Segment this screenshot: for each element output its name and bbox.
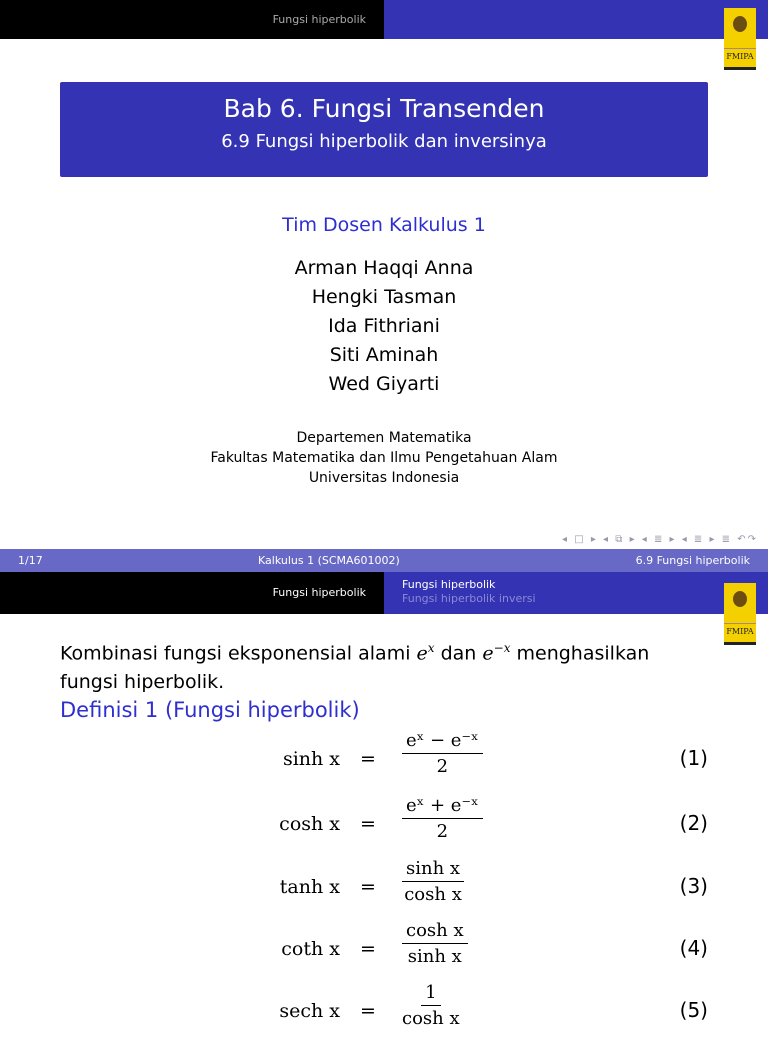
text: menghasilkan (510, 642, 650, 665)
authors (0, 254, 768, 399)
fraction (402, 858, 464, 905)
institute-line: Fakultas Matematika dan Ilmu Pengetahuan Alam (210, 450, 558, 466)
numerator: eˣ − e⁻ˣ (402, 730, 483, 754)
fraction (402, 795, 483, 842)
equation-4 (0, 918, 768, 978)
author: Wed Giyarti (328, 373, 440, 395)
math: e (482, 642, 494, 665)
numerator: 1 (421, 982, 440, 1006)
equals-sign: = (360, 938, 376, 960)
equation-lhs: coth x (281, 938, 340, 960)
math: e (416, 642, 428, 665)
denominator: 2 (436, 821, 449, 842)
math: x (427, 641, 435, 655)
ui-fmipa-logo: FMIPA (724, 8, 756, 70)
equals-sign: = (360, 876, 376, 898)
institute-line: Departemen Matematika (296, 430, 472, 446)
beamer-navigation-icons[interactable]: ◂ □ ▸ ◂ ⧉ ▸ ◂ ≣ ▸ ◂ ≣ ▸ ≣ ↶↷ (562, 534, 758, 545)
course-title: Kalkulus 1 (SCMA601002) (258, 554, 400, 567)
denominator: cosh x (404, 884, 462, 905)
denominator: 2 (436, 756, 449, 777)
title-box (60, 82, 708, 177)
subsection-link[interactable]: Fungsi hiperbolik (402, 578, 496, 591)
equation-1 (0, 728, 768, 788)
equation-number: (4) (679, 936, 708, 960)
institute-line: Universitas Indonesia (308, 470, 460, 486)
equals-sign: = (360, 748, 376, 770)
equation-number: (5) (679, 998, 708, 1022)
slide-subtitle: 6.9 Fungsi hiperbolik dan inversinya (221, 131, 547, 152)
equation-2 (0, 793, 768, 853)
equation-lhs: tanh x (279, 876, 340, 898)
equation-lhs: cosh x (279, 813, 340, 835)
equation-5 (0, 980, 768, 1040)
equation-number: (3) (679, 874, 708, 898)
team-name: Tim Dosen Kalkulus 1 (282, 214, 486, 236)
denominator: sinh x (407, 946, 462, 967)
numerator: cosh x (402, 920, 468, 944)
fraction (402, 730, 483, 777)
author: Siti Aminah (329, 344, 439, 366)
institute (0, 428, 768, 488)
numerator: eˣ + e⁻ˣ (402, 795, 483, 819)
numerator: sinh x (402, 858, 464, 882)
equation-lhs: sinh x (282, 748, 340, 770)
footer-section: 6.9 Fungsi hiperbolik (635, 554, 750, 567)
section-nav[interactable]: Fungsi hiperbolik (0, 0, 384, 39)
fraction (402, 982, 460, 1029)
text: fungsi hiperbolik. (60, 671, 225, 694)
ui-fmipa-logo: FMIPA (724, 583, 756, 645)
seal-icon (733, 16, 747, 32)
slide-title: Bab 6. Fungsi Transenden (223, 94, 545, 123)
equals-sign: = (360, 1000, 376, 1022)
subsection-link[interactable]: Fungsi hiperbolik inversi (402, 592, 536, 605)
equation-number: (2) (679, 811, 708, 835)
text: Kombinasi fungsi eksponensial alami (60, 642, 417, 665)
equation-3 (0, 856, 768, 916)
intro-text (60, 634, 700, 697)
slide1-top-bar (0, 0, 768, 39)
definition-title: Definisi 1 (Fungsi hiperbolik) (60, 698, 360, 722)
fraction (402, 920, 468, 967)
denominator: cosh x (402, 1008, 460, 1029)
text: dan (434, 642, 483, 665)
equation-number: (1) (679, 746, 708, 770)
author: Ida Fithriani (328, 315, 440, 337)
footer-bar (0, 549, 768, 572)
section-nav[interactable]: Fungsi hiperbolik (0, 572, 384, 614)
math: −x (493, 641, 511, 655)
slide2-top-bar (0, 572, 768, 614)
equation-lhs: sech x (279, 1000, 340, 1022)
author: Hengki Tasman (311, 286, 457, 308)
seal-icon (733, 591, 747, 607)
page-number: 1/17 (18, 554, 43, 567)
author: Arman Haqqi Anna (294, 257, 474, 279)
equals-sign: = (360, 813, 376, 835)
